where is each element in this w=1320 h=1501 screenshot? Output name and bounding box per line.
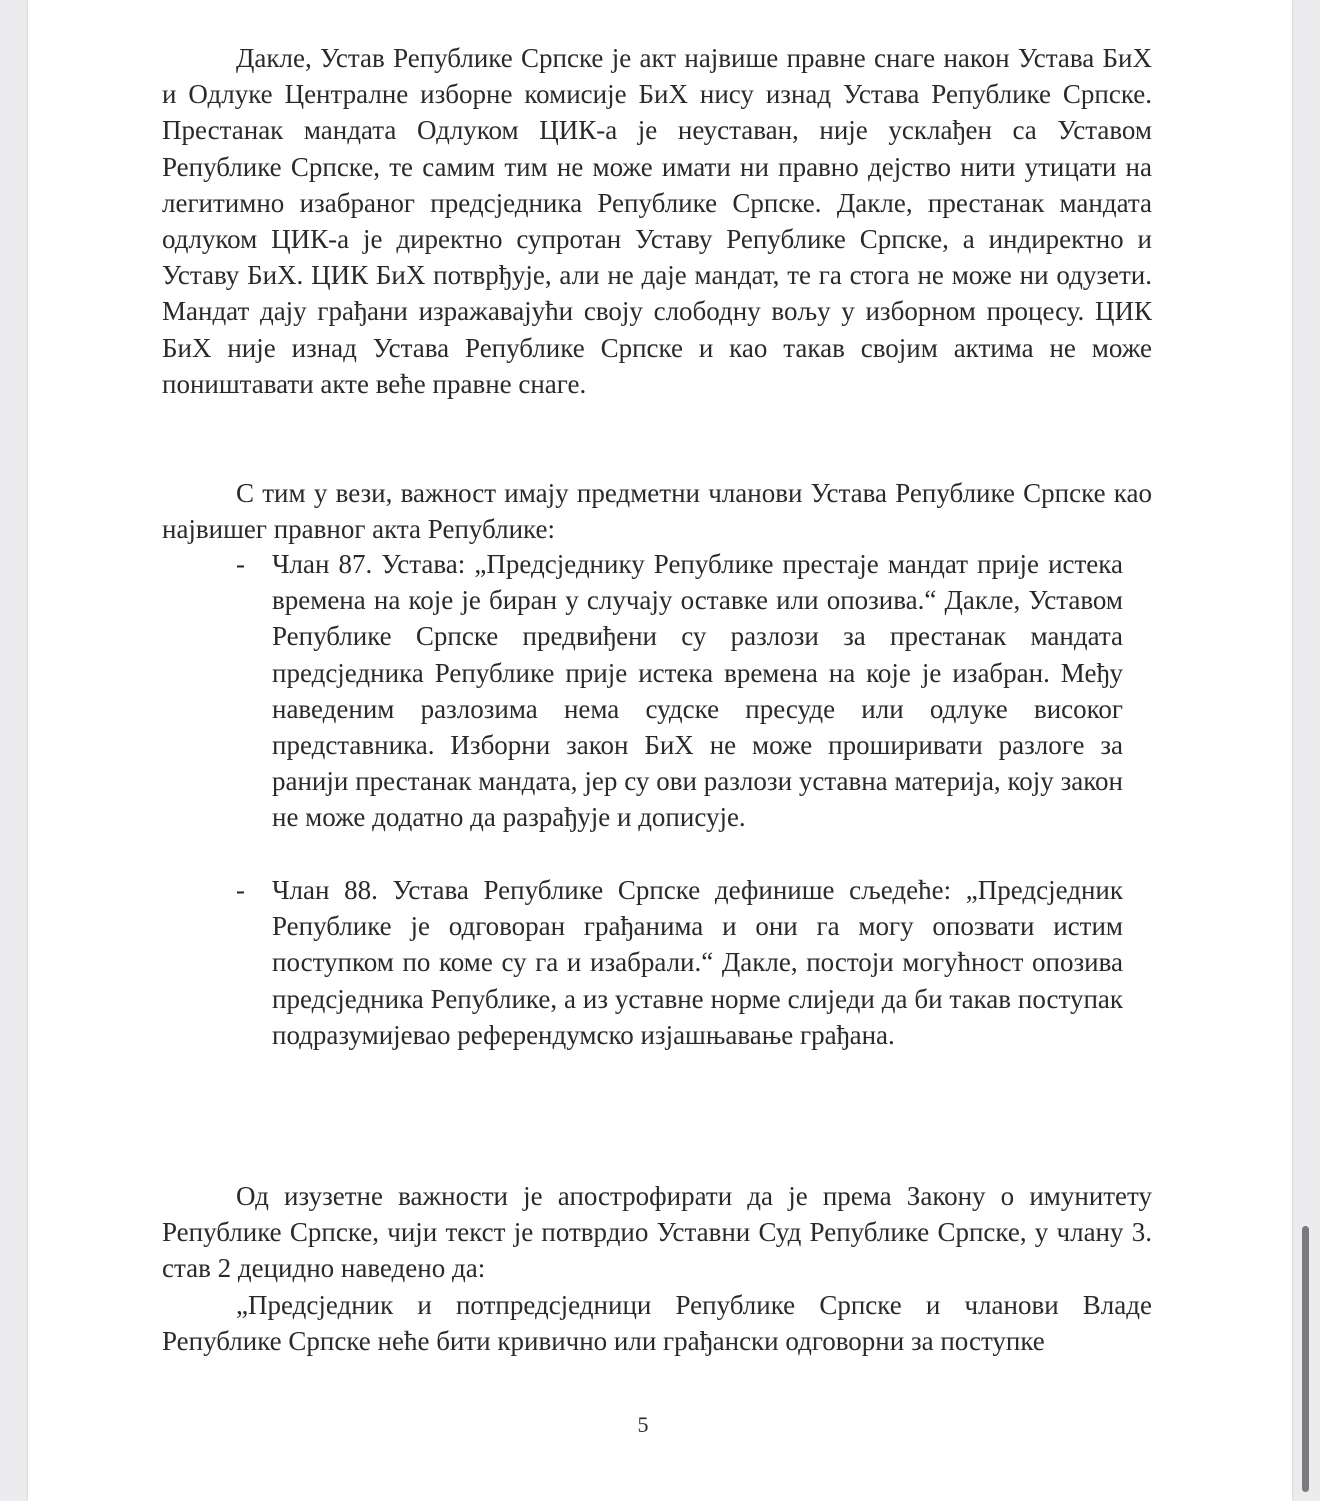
- paragraph-constitution-supremacy: Дакле, Устав Републике Српске је акт највише правне снаге након Устава БиХ и Одлуке Централне изборне комисије БиХ нису изнад Устава Републике Српске. Престанак мандата Одлуком ЦИК-а је неуставан, није усклађен са Уставом Републике Српске, те самим тим не може имати ни правно дејство нити утицати на легитимно изабраног предсједника Републике Српске. Дакле, престанак мандата одлуком ЦИК-а је директно супротан Уставу Републике Српске, а индиректно и Уставу БиХ. ЦИК БиХ потврђује, али не даје мандат, те га стога не може ни одузети. Мандат дају грађани изражавајући своју слободну вољу у изборном процесу. ЦИК БиХ није изнад Устава Републике Српске и као такав својим актима не може поништавати акте веће правне снаге.: [162, 43, 1152, 399]
- paragraph-immunity-quote: „Предсједник и потпредсједници Републике Српске и чланови Владе Републике Српске неће бити кривично или грађански одговорни за поступке: [162, 1290, 1152, 1357]
- paragraph-immunity-law: Од изузетне важности је апострофирати да је према Закону о имунитету Републике Српске, чији текст је потврдио Уставни Суд Републике Српске, у члану 3. став 2 децидно наведено да:: [162, 1181, 1152, 1284]
- page-number: 5: [637, 1412, 649, 1437]
- vertical-scrollbar-thumb[interactable]: [1302, 1226, 1309, 1492]
- list-bullet: -: [236, 875, 245, 905]
- list-bullet: -: [236, 549, 245, 579]
- list-item-article-87: Члан 87. Устава: „Предсједнику Републике престаје мандат прије истека времена на које је биран у случају оставке или опозива.“ Дакле, Уставом Републике Српске предвиђени су разлози за престанак мандата предсједника Републике прије истека времена на које је изабран. Међу наведеним разлозима нема судске пресуде или одлуке високог представника. Изборни закон БиХ не може проширивати разлоге за ранији престанак мандата, јер су ови разлози уставна материја, коју закон не може додатно да разрађује и дописује.: [272, 549, 1123, 833]
- paragraph-relevant-articles-intro: С тим у вези, важност имају предметни чланови Устава Републике Српске као највишег правног акта Републике:: [162, 478, 1152, 545]
- list-item-article-88: Члан 88. Устава Републике Српске дефинише сљедеће: „Предсједник Републике је одговоран грађанима и они га могу опозвати истим поступком по коме су га и изабрали.“ Дакле, постоји могућност опозива предсједника Републике, а из уставне норме слиједи да би такав поступак подразумијевао референдумско изјашњавање грађана.: [272, 875, 1123, 1050]
- document-page: [28, 0, 1292, 1501]
